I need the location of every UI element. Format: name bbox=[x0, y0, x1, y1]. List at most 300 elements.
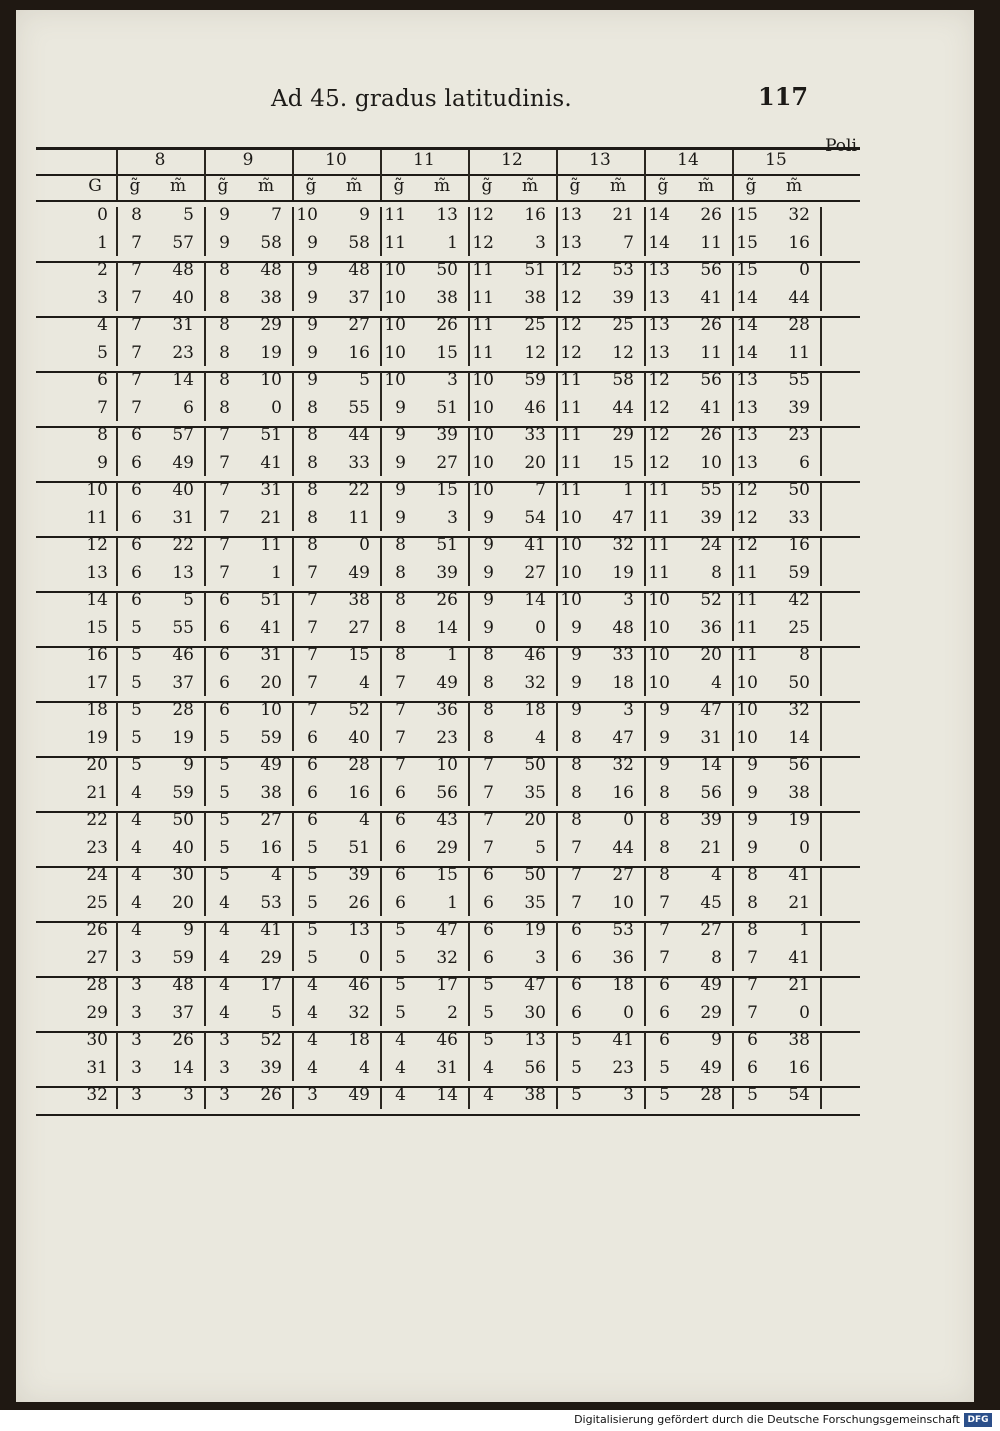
cell-minutes: 51 bbox=[436, 397, 458, 418]
column-group-header: 13 bbox=[589, 150, 611, 170]
cell-minutes: 33 bbox=[524, 425, 546, 445]
cell-degrees: 4 bbox=[483, 1085, 494, 1105]
cell-degrees: 5 bbox=[131, 645, 142, 665]
row-divider bbox=[556, 372, 558, 421]
cell-minutes: 24 bbox=[700, 535, 722, 555]
cell-minutes: 7 bbox=[623, 232, 634, 253]
row-divider bbox=[556, 977, 558, 1026]
cell-degrees: 7 bbox=[395, 727, 406, 748]
cell-minutes: 52 bbox=[700, 590, 722, 610]
cell-minutes: 8 bbox=[799, 645, 810, 665]
cell-minutes: 59 bbox=[172, 782, 194, 803]
cell-degrees: 10 bbox=[296, 205, 318, 225]
row-label: 21 bbox=[86, 782, 108, 803]
row-label: 22 bbox=[86, 810, 108, 830]
unit-g-label: g̃ bbox=[129, 176, 141, 196]
cell-degrees: 5 bbox=[219, 782, 230, 803]
row-divider bbox=[116, 757, 118, 806]
cell-degrees: 6 bbox=[395, 892, 406, 913]
cell-degrees: 11 bbox=[560, 480, 582, 500]
row-label: 31 bbox=[86, 1057, 108, 1078]
cell-minutes: 50 bbox=[788, 672, 810, 693]
cell-minutes: 7 bbox=[271, 205, 282, 225]
row-divider bbox=[116, 922, 118, 971]
cell-degrees: 12 bbox=[648, 397, 670, 418]
cell-degrees: 5 bbox=[131, 617, 142, 638]
cell-degrees: 5 bbox=[307, 892, 318, 913]
row-divider bbox=[116, 647, 118, 696]
row-divider bbox=[204, 427, 206, 476]
cell-minutes: 56 bbox=[700, 260, 722, 280]
cell-minutes: 41 bbox=[260, 617, 282, 638]
cell-degrees: 13 bbox=[736, 397, 758, 418]
row-divider bbox=[468, 922, 470, 971]
cell-degrees: 10 bbox=[648, 590, 670, 610]
cell-degrees: 7 bbox=[395, 700, 406, 720]
cell-minutes: 10 bbox=[436, 755, 458, 775]
cell-degrees: 5 bbox=[131, 755, 142, 775]
cell-minutes: 49 bbox=[700, 975, 722, 995]
cell-degrees: 13 bbox=[648, 260, 670, 280]
cell-degrees: 11 bbox=[648, 562, 670, 583]
cell-degrees: 6 bbox=[395, 865, 406, 885]
cell-minutes: 25 bbox=[612, 315, 634, 335]
cell-minutes: 56 bbox=[524, 1057, 546, 1078]
cell-minutes: 56 bbox=[700, 370, 722, 390]
cell-minutes: 27 bbox=[700, 920, 722, 940]
row-label: 13 bbox=[86, 562, 108, 583]
cell-degrees: 10 bbox=[472, 370, 494, 390]
row-divider bbox=[468, 702, 470, 751]
cell-minutes: 11 bbox=[700, 342, 722, 363]
cell-degrees: 13 bbox=[736, 452, 758, 473]
cell-minutes: 10 bbox=[260, 700, 282, 720]
cell-degrees: 11 bbox=[736, 645, 758, 665]
cell-degrees: 8 bbox=[571, 727, 582, 748]
cell-degrees: 6 bbox=[131, 562, 142, 583]
cell-degrees: 8 bbox=[219, 287, 230, 308]
cell-degrees: 11 bbox=[560, 452, 582, 473]
row-divider bbox=[556, 537, 558, 586]
unit-g-label: g̃ bbox=[305, 176, 317, 196]
cell-minutes: 46 bbox=[172, 645, 194, 665]
row-divider bbox=[292, 757, 294, 806]
cell-minutes: 29 bbox=[436, 837, 458, 858]
row-divider bbox=[380, 427, 382, 476]
row-divider bbox=[204, 372, 206, 421]
cell-degrees: 14 bbox=[736, 287, 758, 308]
column-divider bbox=[380, 150, 382, 200]
row-label: 20 bbox=[86, 755, 108, 775]
cell-minutes: 58 bbox=[348, 232, 370, 253]
cell-minutes: 50 bbox=[524, 865, 546, 885]
cell-degrees: 4 bbox=[131, 810, 142, 830]
row-divider bbox=[292, 1087, 294, 1109]
cell-degrees: 6 bbox=[483, 865, 494, 885]
cell-minutes: 50 bbox=[788, 480, 810, 500]
row-divider bbox=[820, 922, 822, 971]
cell-degrees: 9 bbox=[307, 315, 318, 335]
cell-minutes: 29 bbox=[260, 947, 282, 968]
row-divider bbox=[556, 1087, 558, 1109]
cell-degrees: 8 bbox=[747, 892, 758, 913]
cell-minutes: 40 bbox=[172, 287, 194, 308]
cell-degrees: 12 bbox=[736, 507, 758, 528]
cell-degrees: 13 bbox=[736, 370, 758, 390]
row-divider bbox=[820, 867, 822, 916]
cell-degrees: 6 bbox=[219, 617, 230, 638]
cell-minutes: 31 bbox=[172, 507, 194, 528]
row-label: 12 bbox=[86, 535, 108, 555]
cell-minutes: 28 bbox=[348, 755, 370, 775]
row-divider bbox=[644, 372, 646, 421]
cell-minutes: 36 bbox=[436, 700, 458, 720]
row-label: 15 bbox=[86, 617, 108, 638]
row-divider bbox=[204, 482, 206, 531]
row-divider bbox=[292, 537, 294, 586]
cell-minutes: 23 bbox=[172, 342, 194, 363]
cell-minutes: 4 bbox=[711, 672, 722, 693]
cell-minutes: 49 bbox=[348, 1085, 370, 1105]
cell-degrees: 10 bbox=[648, 645, 670, 665]
cell-degrees: 10 bbox=[736, 727, 758, 748]
row-divider bbox=[644, 317, 646, 366]
row-divider bbox=[820, 812, 822, 861]
row-divider bbox=[732, 867, 734, 916]
row-label: 19 bbox=[86, 727, 108, 748]
cell-degrees: 6 bbox=[571, 1002, 582, 1023]
cell-degrees: 3 bbox=[219, 1057, 230, 1078]
row-divider bbox=[732, 1087, 734, 1109]
cell-degrees: 8 bbox=[395, 590, 406, 610]
cell-minutes: 13 bbox=[524, 1030, 546, 1050]
header-bottom-rule bbox=[36, 200, 860, 202]
cell-minutes: 12 bbox=[524, 342, 546, 363]
cell-degrees: 11 bbox=[648, 507, 670, 528]
row-divider bbox=[468, 812, 470, 861]
cell-degrees: 6 bbox=[131, 452, 142, 473]
cell-degrees: 5 bbox=[307, 837, 318, 858]
unit-m-label: m̃ bbox=[609, 176, 627, 196]
cell-minutes: 31 bbox=[260, 645, 282, 665]
row-divider bbox=[204, 647, 206, 696]
cell-minutes: 13 bbox=[172, 562, 194, 583]
cell-degrees: 6 bbox=[483, 920, 494, 940]
cell-minutes: 3 bbox=[623, 700, 634, 720]
cell-degrees: 5 bbox=[483, 1002, 494, 1023]
cell-minutes: 32 bbox=[612, 755, 634, 775]
cell-degrees: 7 bbox=[659, 947, 670, 968]
row-divider bbox=[468, 977, 470, 1026]
row-divider bbox=[380, 1087, 382, 1109]
row-divider bbox=[468, 592, 470, 641]
row-divider bbox=[556, 317, 558, 366]
cell-degrees: 5 bbox=[571, 1057, 582, 1078]
cell-minutes: 39 bbox=[612, 287, 634, 308]
book-page bbox=[16, 10, 974, 1402]
cell-degrees: 8 bbox=[307, 452, 318, 473]
row-divider bbox=[820, 482, 822, 531]
row-label: 0 bbox=[97, 205, 108, 225]
row-divider bbox=[468, 262, 470, 311]
cell-minutes: 32 bbox=[788, 205, 810, 225]
unit-g-label: g̃ bbox=[481, 176, 493, 196]
row-divider bbox=[732, 207, 734, 256]
cell-degrees: 6 bbox=[747, 1057, 758, 1078]
cell-degrees: 13 bbox=[560, 205, 582, 225]
row-divider bbox=[380, 1032, 382, 1081]
cell-degrees: 7 bbox=[571, 892, 582, 913]
cell-minutes: 33 bbox=[348, 452, 370, 473]
cell-degrees: 7 bbox=[131, 342, 142, 363]
cell-degrees: 7 bbox=[483, 755, 494, 775]
cell-minutes: 21 bbox=[700, 837, 722, 858]
cell-minutes: 15 bbox=[348, 645, 370, 665]
cell-minutes: 29 bbox=[260, 315, 282, 335]
cell-minutes: 22 bbox=[172, 535, 194, 555]
cell-minutes: 28 bbox=[788, 315, 810, 335]
cell-minutes: 59 bbox=[260, 727, 282, 748]
cell-degrees: 8 bbox=[219, 397, 230, 418]
row-divider bbox=[820, 317, 822, 366]
column-divider bbox=[204, 150, 206, 200]
cell-minutes: 53 bbox=[612, 920, 634, 940]
cell-minutes: 16 bbox=[524, 205, 546, 225]
cell-minutes: 51 bbox=[260, 425, 282, 445]
row-label: 7 bbox=[97, 397, 108, 418]
row-divider bbox=[468, 1032, 470, 1081]
cell-minutes: 52 bbox=[260, 1030, 282, 1050]
cell-minutes: 9 bbox=[711, 1030, 722, 1050]
cell-minutes: 38 bbox=[260, 782, 282, 803]
row-divider bbox=[380, 812, 382, 861]
cell-minutes: 49 bbox=[172, 452, 194, 473]
cell-degrees: 9 bbox=[307, 287, 318, 308]
cell-minutes: 44 bbox=[612, 397, 634, 418]
cell-degrees: 6 bbox=[571, 920, 582, 940]
row-divider bbox=[468, 867, 470, 916]
cell-minutes: 38 bbox=[436, 287, 458, 308]
row-divider bbox=[468, 1087, 470, 1109]
cell-minutes: 40 bbox=[172, 837, 194, 858]
cell-minutes: 10 bbox=[700, 452, 722, 473]
cell-minutes: 18 bbox=[612, 975, 634, 995]
cell-degrees: 6 bbox=[659, 1030, 670, 1050]
cell-minutes: 4 bbox=[535, 727, 546, 748]
cell-degrees: 6 bbox=[571, 947, 582, 968]
cell-minutes: 31 bbox=[172, 315, 194, 335]
cell-degrees: 10 bbox=[560, 535, 582, 555]
unit-m-label: m̃ bbox=[169, 176, 187, 196]
cell-minutes: 44 bbox=[612, 837, 634, 858]
row-divider bbox=[820, 262, 822, 311]
column-group-header: 8 bbox=[154, 150, 166, 170]
cell-minutes: 7 bbox=[535, 480, 546, 500]
cell-minutes: 28 bbox=[700, 1085, 722, 1105]
cell-degrees: 6 bbox=[571, 975, 582, 995]
cell-degrees: 7 bbox=[483, 810, 494, 830]
cell-degrees: 9 bbox=[219, 232, 230, 253]
cell-minutes: 26 bbox=[436, 590, 458, 610]
cell-minutes: 3 bbox=[535, 232, 546, 253]
cell-minutes: 48 bbox=[172, 260, 194, 280]
row-divider bbox=[644, 262, 646, 311]
cell-minutes: 21 bbox=[260, 507, 282, 528]
row-divider bbox=[292, 702, 294, 751]
cell-degrees: 7 bbox=[307, 590, 318, 610]
cell-minutes: 11 bbox=[788, 342, 810, 363]
cell-degrees: 12 bbox=[736, 535, 758, 555]
cell-minutes: 51 bbox=[524, 260, 546, 280]
cell-degrees: 8 bbox=[659, 865, 670, 885]
cell-minutes: 49 bbox=[436, 672, 458, 693]
row-divider bbox=[380, 482, 382, 531]
cell-degrees: 9 bbox=[395, 397, 406, 418]
cell-degrees: 7 bbox=[747, 947, 758, 968]
cell-minutes: 31 bbox=[700, 727, 722, 748]
row-divider bbox=[116, 592, 118, 641]
cell-minutes: 33 bbox=[788, 507, 810, 528]
row-divider bbox=[732, 977, 734, 1026]
row-divider bbox=[556, 207, 558, 256]
cell-degrees: 8 bbox=[395, 617, 406, 638]
cell-minutes: 3 bbox=[447, 370, 458, 390]
cell-minutes: 27 bbox=[524, 562, 546, 583]
row-label: 16 bbox=[86, 645, 108, 665]
cell-minutes: 47 bbox=[524, 975, 546, 995]
cell-degrees: 8 bbox=[659, 810, 670, 830]
cell-degrees: 10 bbox=[472, 480, 494, 500]
cell-minutes: 41 bbox=[612, 1030, 634, 1050]
row-label: 32 bbox=[86, 1085, 108, 1105]
cell-degrees: 6 bbox=[659, 1002, 670, 1023]
cell-minutes: 39 bbox=[348, 865, 370, 885]
row-divider bbox=[292, 262, 294, 311]
row-label: 23 bbox=[86, 837, 108, 858]
cell-degrees: 8 bbox=[571, 810, 582, 830]
row-label: 17 bbox=[86, 672, 108, 693]
cell-minutes: 5 bbox=[183, 590, 194, 610]
row-label: 18 bbox=[86, 700, 108, 720]
cell-minutes: 27 bbox=[348, 617, 370, 638]
cell-minutes: 32 bbox=[524, 672, 546, 693]
cell-minutes: 35 bbox=[524, 892, 546, 913]
cell-minutes: 56 bbox=[700, 782, 722, 803]
row-divider bbox=[644, 647, 646, 696]
column-group-header: 10 bbox=[325, 150, 347, 170]
unit-m-label: m̃ bbox=[433, 176, 451, 196]
cell-degrees: 5 bbox=[307, 865, 318, 885]
cell-minutes: 26 bbox=[172, 1030, 194, 1050]
cell-degrees: 7 bbox=[131, 315, 142, 335]
cell-degrees: 14 bbox=[736, 342, 758, 363]
cell-minutes: 14 bbox=[700, 755, 722, 775]
cell-degrees: 11 bbox=[560, 397, 582, 418]
cell-minutes: 4 bbox=[359, 672, 370, 693]
row-divider bbox=[204, 757, 206, 806]
cell-minutes: 3 bbox=[447, 507, 458, 528]
cell-degrees: 10 bbox=[384, 260, 406, 280]
row-label: 8 bbox=[97, 425, 108, 445]
cell-degrees: 9 bbox=[307, 370, 318, 390]
cell-degrees: 7 bbox=[219, 562, 230, 583]
cell-minutes: 15 bbox=[436, 865, 458, 885]
row-divider bbox=[556, 427, 558, 476]
row-divider bbox=[204, 262, 206, 311]
cell-degrees: 8 bbox=[307, 397, 318, 418]
row-divider bbox=[204, 702, 206, 751]
cell-minutes: 4 bbox=[711, 865, 722, 885]
row-divider bbox=[820, 647, 822, 696]
cell-degrees: 5 bbox=[395, 920, 406, 940]
cell-degrees: 10 bbox=[472, 452, 494, 473]
column-group-header: 11 bbox=[413, 150, 435, 170]
cell-degrees: 3 bbox=[219, 1030, 230, 1050]
cell-minutes: 51 bbox=[348, 837, 370, 858]
cell-degrees: 8 bbox=[483, 700, 494, 720]
cell-degrees: 7 bbox=[131, 370, 142, 390]
cell-minutes: 19 bbox=[524, 920, 546, 940]
cell-degrees: 6 bbox=[307, 782, 318, 803]
row-divider bbox=[644, 592, 646, 641]
cell-degrees: 10 bbox=[384, 287, 406, 308]
cell-degrees: 6 bbox=[307, 727, 318, 748]
cell-minutes: 15 bbox=[436, 480, 458, 500]
row-divider bbox=[644, 1032, 646, 1081]
cell-minutes: 21 bbox=[612, 205, 634, 225]
cell-minutes: 49 bbox=[260, 755, 282, 775]
cell-minutes: 51 bbox=[436, 535, 458, 555]
row-divider bbox=[644, 922, 646, 971]
cell-minutes: 18 bbox=[612, 672, 634, 693]
row-divider bbox=[556, 482, 558, 531]
cell-minutes: 5 bbox=[183, 205, 194, 225]
cell-minutes: 47 bbox=[700, 700, 722, 720]
row-divider bbox=[644, 977, 646, 1026]
cell-minutes: 9 bbox=[183, 755, 194, 775]
cell-degrees: 11 bbox=[736, 617, 758, 638]
running-title: Ad 45. gradus latitudinis. bbox=[271, 86, 572, 112]
cell-degrees: 8 bbox=[483, 672, 494, 693]
cell-minutes: 0 bbox=[359, 947, 370, 968]
cell-minutes: 15 bbox=[612, 452, 634, 473]
row-divider bbox=[732, 702, 734, 751]
cell-degrees: 7 bbox=[131, 397, 142, 418]
cell-degrees: 9 bbox=[483, 562, 494, 583]
cell-degrees: 4 bbox=[307, 1057, 318, 1078]
cell-minutes: 32 bbox=[436, 947, 458, 968]
cell-degrees: 3 bbox=[307, 1085, 318, 1105]
cell-minutes: 54 bbox=[788, 1085, 810, 1105]
cell-degrees: 9 bbox=[483, 590, 494, 610]
cell-minutes: 38 bbox=[524, 1085, 546, 1105]
row-divider bbox=[204, 207, 206, 256]
cell-degrees: 5 bbox=[571, 1085, 582, 1105]
cell-minutes: 3 bbox=[535, 947, 546, 968]
cell-degrees: 11 bbox=[384, 232, 406, 253]
cell-minutes: 1 bbox=[447, 232, 458, 253]
row-label: 28 bbox=[86, 975, 108, 995]
cell-minutes: 46 bbox=[524, 397, 546, 418]
cell-minutes: 25 bbox=[524, 315, 546, 335]
row-divider bbox=[732, 922, 734, 971]
cell-degrees: 12 bbox=[648, 370, 670, 390]
cell-degrees: 10 bbox=[648, 672, 670, 693]
row-label: 2 bbox=[97, 260, 108, 280]
cell-degrees: 5 bbox=[395, 1002, 406, 1023]
cell-degrees: 4 bbox=[219, 975, 230, 995]
row-label: 14 bbox=[86, 590, 108, 610]
